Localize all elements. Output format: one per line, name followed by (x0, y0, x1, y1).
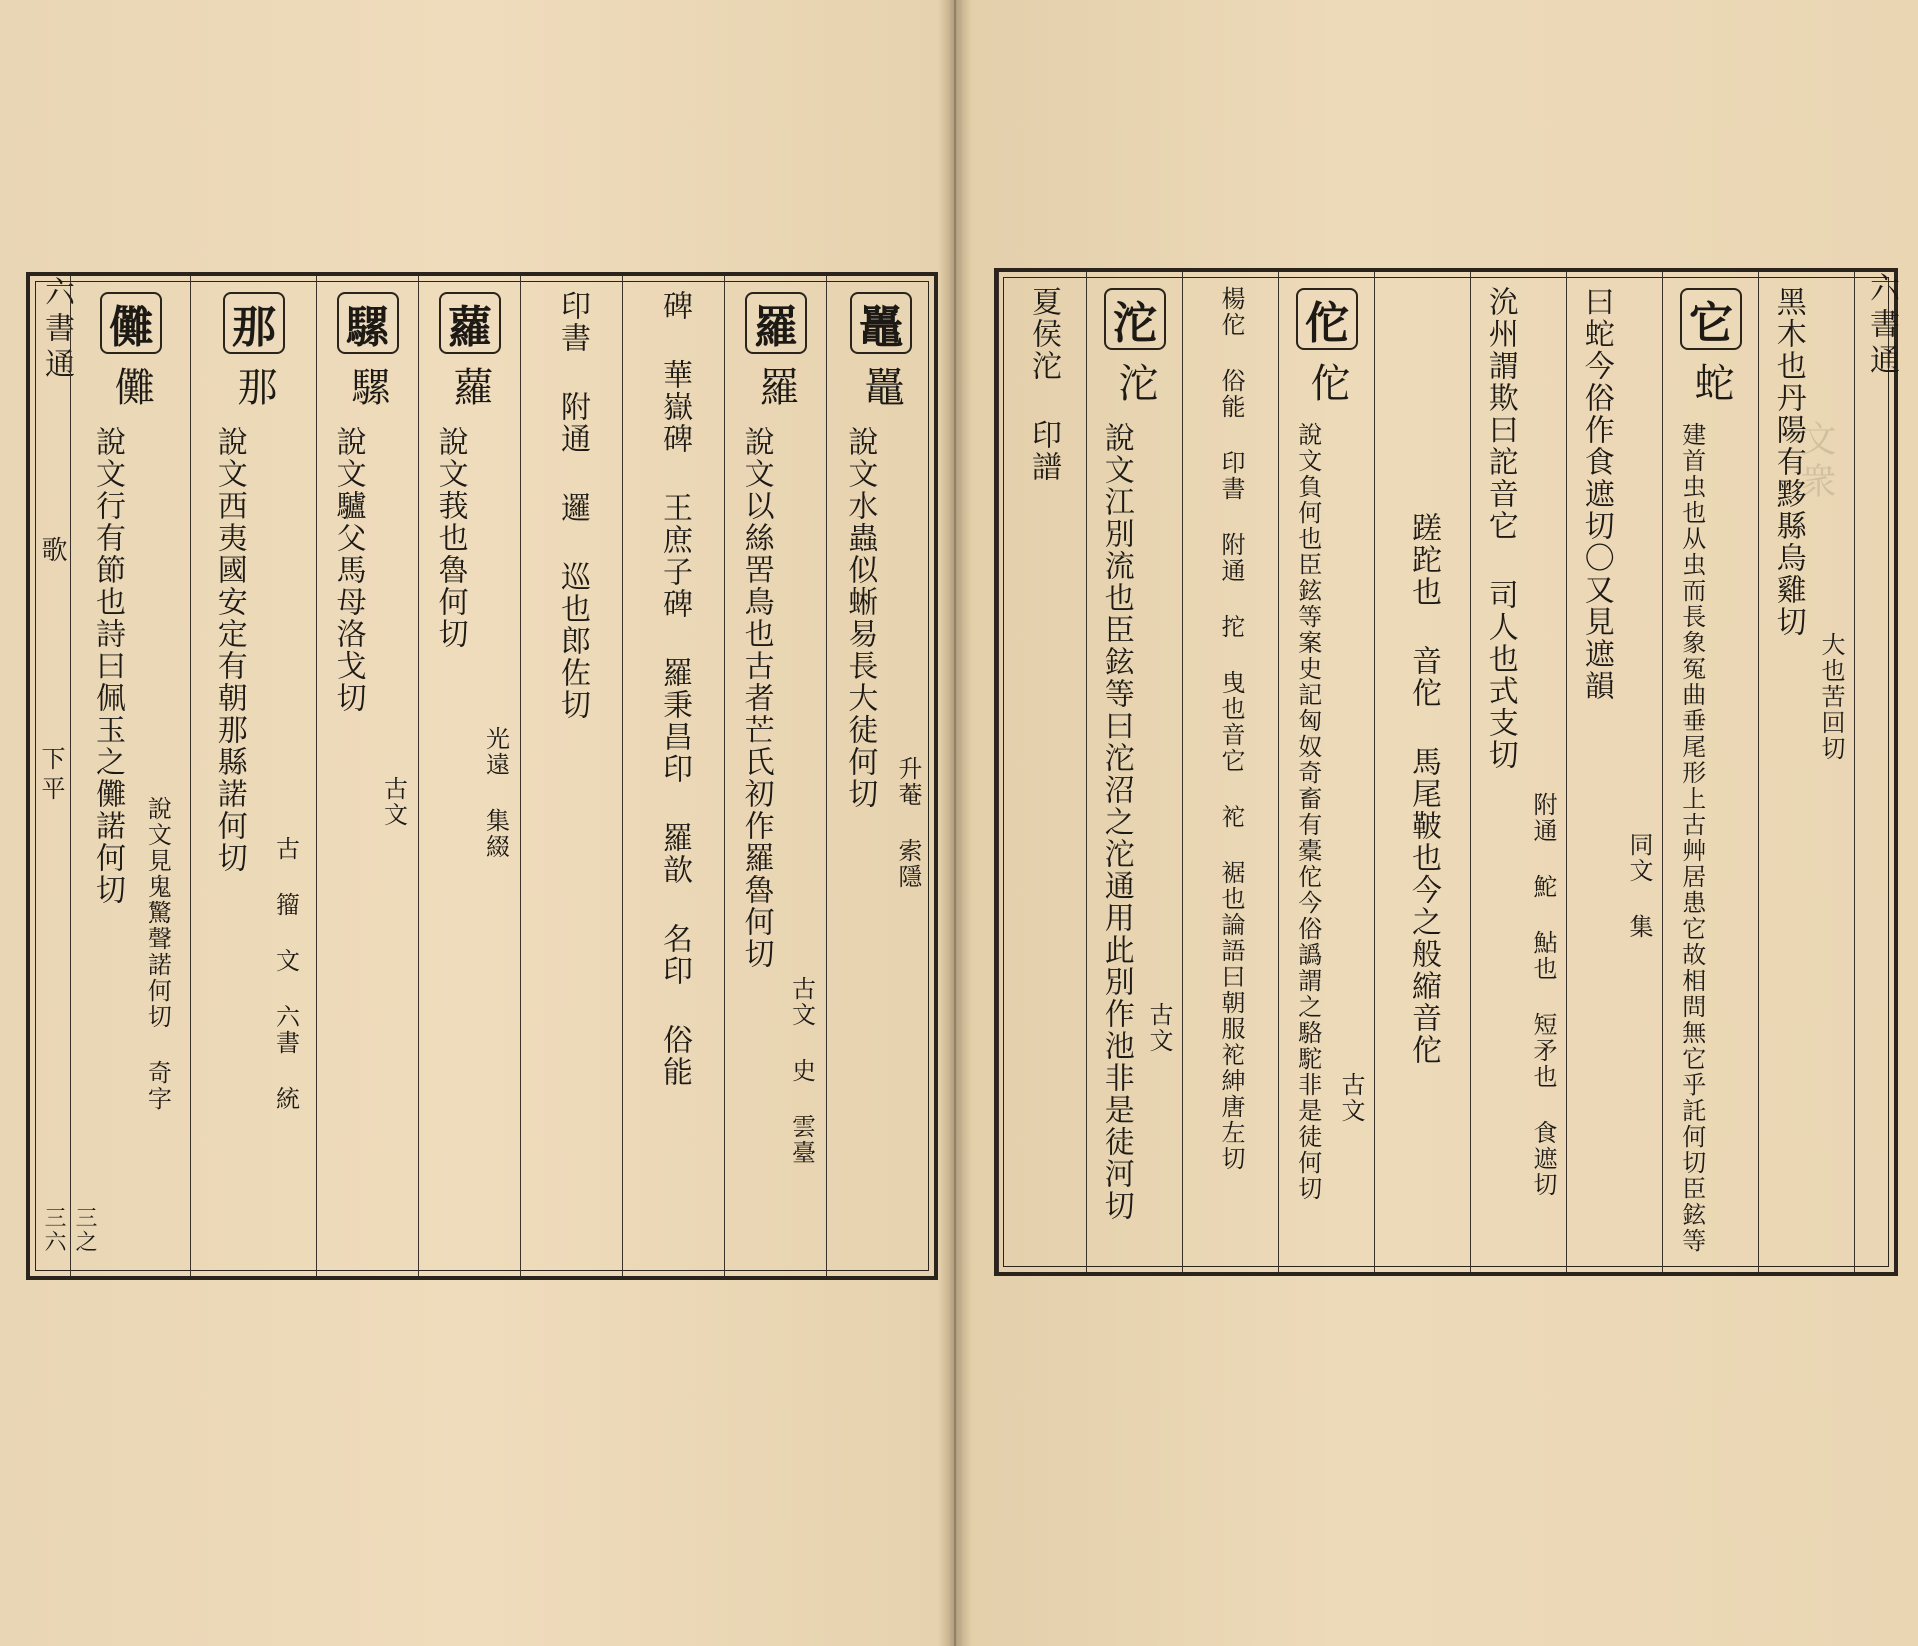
entry-text: 說文江別流也臣鉉等曰沱沼之沱通用此別作池非是徒河切 (1098, 422, 1134, 1222)
right-col-3 (1470, 272, 1567, 1272)
headword-box: 儺 (100, 292, 162, 354)
headword-box: 蘿 (439, 292, 501, 354)
entry-extra: 古 籀 文 六書 統 (271, 836, 300, 1112)
entry-text: 碑 華嶽碑 王庶子碑 羅秉昌印 羅歆 名印 俗能 (657, 290, 692, 1088)
entry-text: 蹉跎也 音佗 馬尾鞁也今之般縮音佗 (1406, 512, 1441, 1066)
right-col-2 (1566, 272, 1663, 1272)
left-col-0 (826, 276, 935, 1276)
left-margin-rhyme: 歌 (37, 536, 67, 568)
headword-box: 佗 (1296, 288, 1358, 350)
entry-extra: 古文 (1145, 1002, 1173, 1054)
seal-char: 蘿 (447, 366, 493, 408)
entry-text: 說文莪也魯何切 (432, 426, 468, 650)
headword-box: 那 (223, 292, 285, 354)
right-col-7 (1086, 272, 1183, 1272)
entry-extra: 古文 (1337, 1072, 1365, 1124)
left-col-3 (520, 276, 623, 1276)
seal-char: 蛇 (1688, 362, 1734, 404)
entry-extra: 升菴 索隱 (894, 756, 922, 890)
entry-extra: 附通 鮀 鮎也 短矛也 食遮切 (1529, 792, 1557, 1198)
seal-char: 那 (231, 366, 277, 408)
right-col-4 (1374, 272, 1471, 1272)
left-col-4 (418, 276, 521, 1276)
headword-box: 羅 (745, 292, 807, 354)
left-margin-tone: 下平 (37, 746, 65, 806)
right-margin-strip (1854, 272, 1899, 1272)
book-gutter (938, 0, 972, 1646)
headword-box: 騾 (337, 292, 399, 354)
entry-extra: 古文 (379, 776, 408, 828)
entry-text: 說文行有節也詩曰佩玉之儺諾何切 (90, 426, 125, 906)
seal-char: 沱 (1112, 362, 1158, 404)
bleed-through: 文衆 (1795, 420, 1836, 504)
right-col-5 (1278, 272, 1375, 1272)
entry-text: 建首虫也从虫而長象冤曲垂尾形上古艸居患它故相問無它乎託何切臣鉉等 (1677, 422, 1706, 1254)
entry-extra: 說文見鬼驚聲諾何切 奇字 (143, 796, 172, 1112)
left-col-1 (724, 276, 827, 1276)
entry-extra: 大也苦回切 (1817, 632, 1845, 762)
right-col-1 (1662, 272, 1759, 1272)
left-margin-title: 六書通 (39, 276, 74, 384)
entry-text: 黑木也丹陽有黟縣烏雞切 (1770, 286, 1806, 638)
entry-text: 印書 附通 邏 巡也郎佐切 (555, 290, 590, 721)
left-margin-strip (30, 276, 97, 1276)
seal-char: 騾 (345, 366, 391, 408)
headword-box: 沱 (1104, 288, 1166, 350)
left-col-2 (622, 276, 725, 1276)
entry-text: 說文西夷國安定有朝那縣諾何切 (211, 426, 247, 874)
entry-text: 楊佗 俗能 印書 附通 拕 曳也音它 袉 裾也論語曰朝服袉紳唐左切 (1217, 286, 1245, 1172)
entry-extra: 古文 史 雲臺 (787, 976, 816, 1166)
entry-text: 沇州謂欺曰詑音它 司人也式支切 (1482, 286, 1518, 771)
entry-text: 說文驢父馬母洛戈切 (330, 426, 366, 714)
left-frame (26, 272, 938, 1280)
right-col-8 (998, 272, 1087, 1272)
entry-text: 說文負何也臣鉉等案史記匈奴奇畜有橐佗今俗譌謂之駱駝非是徒何切 (1293, 422, 1322, 1202)
left-col-7 (70, 276, 191, 1276)
right-col-0 (1758, 272, 1855, 1272)
headword-box: 它 (1680, 288, 1742, 350)
entry-extra: 光遠 集綴 (481, 726, 510, 860)
entry-text: 說文水蟲似蜥易長大徒何切 (842, 426, 878, 810)
entry-extra: 同文 集 (1625, 832, 1653, 940)
seal-char: 羅 (753, 366, 799, 408)
seal-char: 鼉 (858, 366, 904, 408)
seal-char: 儺 (108, 366, 154, 408)
entry-text: 曰蛇今俗作食遮切〇又見遮韻 (1578, 286, 1614, 702)
entry-text: 夏侯沱 印譜 (1026, 286, 1061, 483)
left-folio: 三之三六 (41, 1206, 97, 1254)
entry-text: 說文以絲罟鳥也古者芒氏初作羅魯何切 (738, 426, 774, 970)
right-col-6 (1182, 272, 1279, 1272)
seal-char: 佗 (1304, 362, 1350, 404)
left-col-6 (190, 276, 317, 1276)
headword-box: 鼉 (850, 292, 912, 354)
left-col-5 (316, 276, 419, 1276)
right-margin-title: 六書通 (1864, 272, 1899, 380)
right-frame (994, 268, 1898, 1276)
